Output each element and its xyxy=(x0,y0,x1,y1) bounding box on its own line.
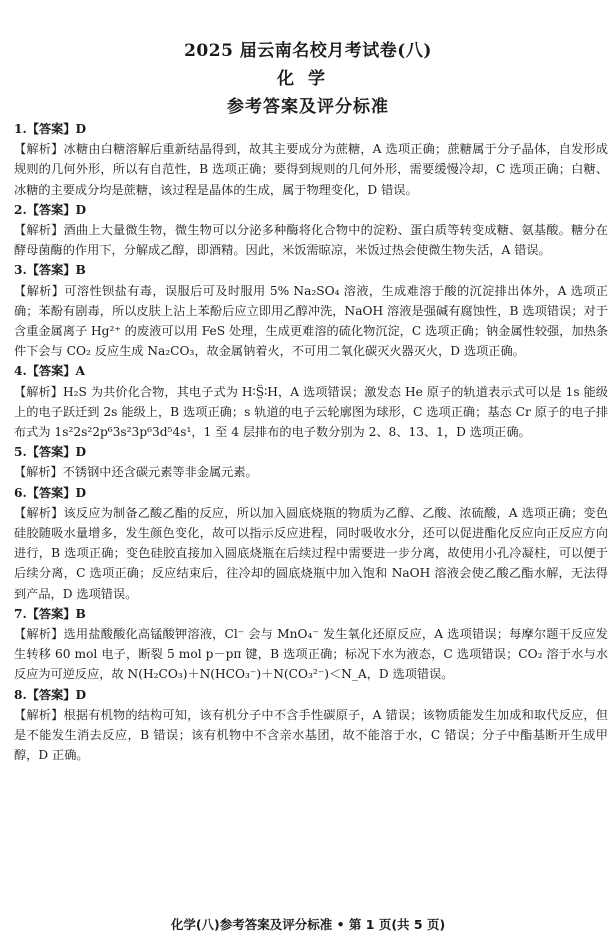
answer-list xyxy=(14,119,608,766)
explanation: 【解析】根据有机物的结构可知，该有机分子中不含手性碳原子，A 错误；该物质能发生加成和取代反应，但是不能发生消去反应，B 错误；该有机物中不含亲水基团，故不能溶于水，C 错误；分子中酯基断开生成甲醇，D 正确。 xyxy=(14,707,608,763)
exam-title: 2025 届云南名校月考试卷(八) xyxy=(184,41,432,61)
page-footer: 化学(八)参考答案及评分标准 • 第 1 页(共 5 页) xyxy=(170,917,446,932)
explanation: 【解析】不锈钢中还含碳元素等非金属元素。 xyxy=(14,465,258,480)
explanation: 【解析】可溶性钡盐有毒，误服后可及时服用 5% Na₂SO₄ 溶液，生成难溶于酸的沉淀排出体外，A 选项正确；苯酚有剧毒，所以皮肤上沾上苯酚后应立即用乙醇冲洗，NaOH 溶液是强碱有腐蚀性，B 选项错误；对于含重金属离子 Hg²⁺ 的废液可以用 FeS 处理，生成更难溶的硫化物沉淀，C 选项正确；钠金属性较强，加热条件下会与 CO₂ 反应生成 Na₂CO₃，故金属钠着火，不可用二氧化碳灭火器灭火，D 选项正确。 xyxy=(14,283,608,359)
explanation: 【解析】冰糖由白糖溶解后重新结晶得到，故其主要成分为蔗糖，A 选项正确；蔗糖属于分子晶体，自发形成规则的几何外形，所以有自范性，B 选项正确；要得到规则的几何外形，需要缓慢冷却，C 选项正确；白糖、冰糖的主要成分均是蔗糖，该过程是晶体的生成，属于物理变化，D 错误。 xyxy=(14,142,608,197)
explanation: 【解析】H₂S 为共价化合物，其电子式为 H∶S̤̈∶H，A 选项错误；激发态 He 原子的轨道表示式可以是 1s 能级上的电子跃迁到 2s 能级上，B 选项正确；s 轨道的电子云轮廓图为球形，C 选项正确；基态 Cr 原子的电子排布式为 1s²2s²2p⁶3s²3p⁶3d⁵4s¹，1 至 4 层排布的电子数分别为 2、8、13、1，D 选项正确。 xyxy=(14,384,608,440)
explanation: 【解析】该反应为制备乙酸乙酯的反应，所以加入圆底烧瓶的物质为乙醇、乙酸、浓硫酸，A 选项正确；变色硅胶随吸水量增多，发生颜色变化，故可以指示反应进程，同时吸收水分，还可以促进酯化反应向正反应方向进行，B 选项正确；变色硅胶直接加入圆底烧瓶在后续过程中需要进一步分离，故使用小孔冷凝柱，可以便于后续分离，C 选项正确；反应结束后，往冷却的圆底烧瓶中加入饱和 NaOH 溶液会使乙酸乙酯水解，无法得到产品，D 选项错误。 xyxy=(14,505,608,601)
question-6 xyxy=(14,483,608,604)
answer-line: 1.【答案】D xyxy=(14,122,87,136)
document-subtitle: 参考答案及评分标准 xyxy=(227,97,389,117)
question-4 xyxy=(14,361,608,442)
question-7 xyxy=(14,604,608,685)
question-3 xyxy=(14,260,608,361)
answer-line: 4.【答案】A xyxy=(14,364,85,379)
answer-line: 8.【答案】D xyxy=(14,687,87,702)
answer-line: 2.【答案】D xyxy=(14,202,87,217)
explanation: 【解析】酒曲上大量微生物，微生物可以分泌多种酶将化合物中的淀粉、蛋白质等转变成糖、氨基酸。糖分在酵母菌酶的作用下，分解成乙醇，即酒精。因此，米饭需晾凉，米饭过热会使微生物失活，A 错误。 xyxy=(14,223,608,258)
subject-title: 化学 xyxy=(277,69,339,89)
question-8 xyxy=(14,685,608,766)
answer-line: 5.【答案】D xyxy=(14,445,87,460)
question-1 xyxy=(14,119,608,200)
question-2 xyxy=(14,200,608,261)
question-5 xyxy=(14,442,608,482)
explanation: 【解析】选用盐酸酸化高锰酸钾溶液，Cl⁻ 会与 MnO₄⁻ 发生氧化还原反应，A 选项错误；每摩尔题干反应发生转移 60 mol 电子，断裂 5 mol p－pπ 键，B 选项正确；标况下水为液态，C 选项错误；CO₂ 溶于水与水反应为可逆反应，故 N(H₂CO₃)＋N(HCO₃⁻)＋N(CO₃²⁻)＜N_A，D 选项错误。 xyxy=(14,627,608,682)
answer-line: 7.【答案】B xyxy=(14,606,86,621)
answer-line: 3.【答案】B xyxy=(14,263,86,278)
answer-line: 6.【答案】D xyxy=(14,485,87,500)
